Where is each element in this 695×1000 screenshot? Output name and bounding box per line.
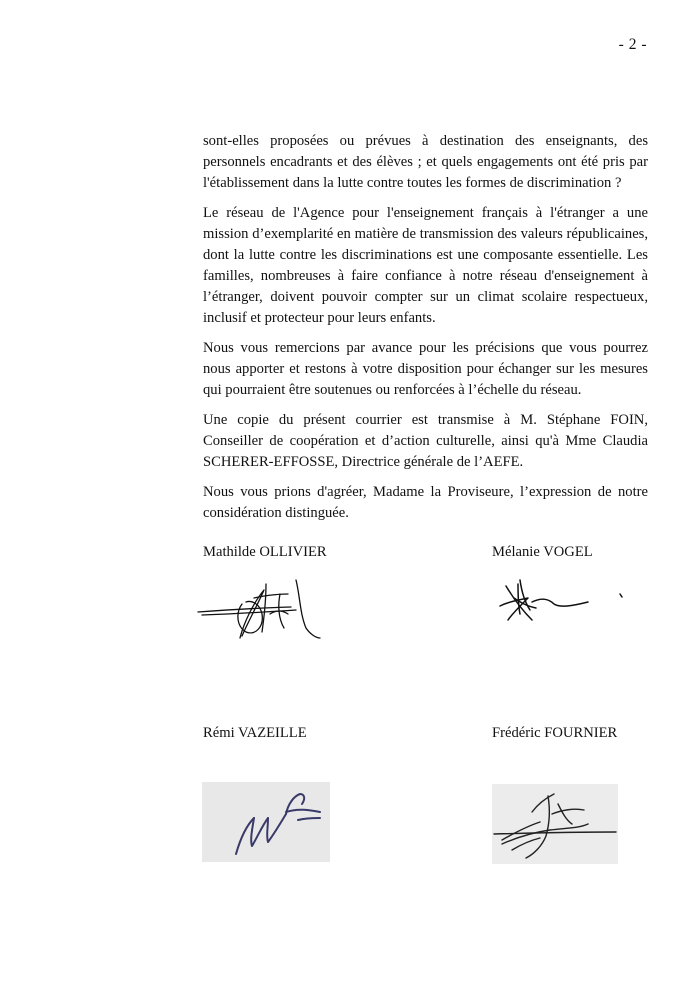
paragraph-4: Une copie du présent courrier est transmise à M. Stéphane FOIN, Conseiller de coopération et d’action culturelle, ainsi qu'à Mme Claudia SCHERER-EFFOSSE, Directrice générale de l’AEFE. xyxy=(203,412,648,470)
signature-fournier xyxy=(492,784,618,864)
signatory-name-fournier: Frédéric FOURNIER xyxy=(492,725,618,741)
signature-ollivier xyxy=(196,574,326,646)
paragraph-1: sont-elles proposées ou prévues à destination des enseignants, des personnels encadrants et des élèves ; et quels engagements ont été pris par l'établissement dans la lutte contre toutes les formes de discrimination ? xyxy=(203,133,648,191)
page-number: - 2 - xyxy=(618,36,647,53)
signatory-name-ollivier: Mathilde OLLIVIER xyxy=(203,544,327,560)
letter-body xyxy=(203,131,648,533)
paragraph-3: Nous vous remercions par avance pour les précisions que vous pourrez nous apporter et restons à votre disposition pour échanger sur les mesures qui pourraient être soutenues ou renforcées à l’échelle du réseau. xyxy=(203,340,648,398)
signature-vogel xyxy=(496,576,636,626)
signatory-name-vazeille: Rémi VAZEILLE xyxy=(203,725,307,741)
paragraph-5: Nous vous prions d'agréer, Madame la Proviseure, l’expression de notre considération distinguée. xyxy=(203,484,648,521)
signatory-name-vogel: Mélanie VOGEL xyxy=(492,544,593,560)
paragraph-2: Le réseau de l'Agence pour l'enseignement français à l'étranger a une mission d’exemplarité en matière de transmission des valeurs républicaines, dont la lutte contre les discriminations est une composante essentielle. Les familles, nombreuses à faire confiance à notre réseau d'enseignement à l’étranger, doivent pouvoir compter sur un climat scolaire respectueux, inclusif et protecteur pour leurs enfants. xyxy=(203,205,648,326)
signature-vazeille xyxy=(202,782,330,862)
